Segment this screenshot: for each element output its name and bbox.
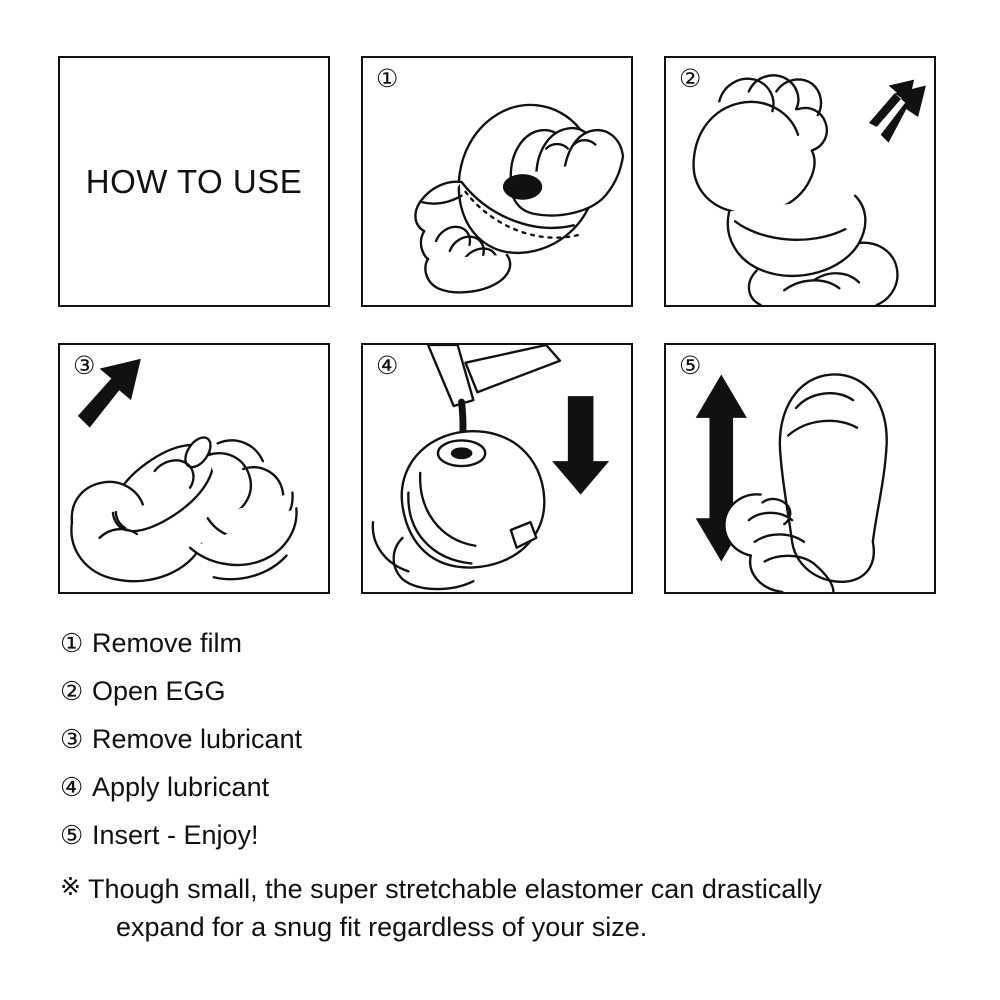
page-title: HOW TO USE bbox=[85, 162, 303, 200]
legend-mark-1: ① bbox=[60, 628, 84, 658]
legend-mark-5: ⑤ bbox=[60, 820, 84, 850]
footnote bbox=[60, 870, 960, 947]
legend-text-1: Remove film bbox=[92, 628, 243, 658]
title-panel bbox=[58, 56, 330, 307]
panel-remove-film bbox=[361, 56, 633, 307]
list-item bbox=[60, 726, 960, 753]
step-number-1: ① bbox=[376, 65, 399, 93]
panel-apply-lubricant bbox=[361, 343, 633, 594]
footnote-line-1: Though small, the super stretchable elastomer can drastically bbox=[88, 874, 822, 904]
step-number-5: ⑤ bbox=[679, 352, 702, 380]
panel-remove-lubricant bbox=[58, 343, 330, 594]
panel-open-egg bbox=[664, 56, 936, 307]
legend-mark-3: ③ bbox=[60, 724, 84, 754]
step-number-4: ④ bbox=[376, 352, 399, 380]
list-item bbox=[60, 822, 960, 849]
panel-insert-enjoy bbox=[664, 343, 936, 594]
illustration-apply-lubricant bbox=[363, 345, 631, 592]
footnote-line-2: expand for a snug fit regardless of your size. bbox=[116, 912, 648, 943]
legend-text-2: Open EGG bbox=[92, 676, 226, 706]
illustration-remove-film bbox=[363, 58, 631, 305]
legend-list bbox=[60, 630, 960, 947]
legend-text-4: Apply lubricant bbox=[92, 772, 270, 802]
illustration-insert-enjoy bbox=[666, 345, 934, 592]
footnote-text bbox=[88, 870, 822, 947]
step-number-3: ③ bbox=[73, 352, 96, 380]
footnote-mark: ※ bbox=[60, 873, 81, 901]
legend-mark-2: ② bbox=[60, 676, 84, 706]
list-item bbox=[60, 678, 960, 705]
list-item bbox=[60, 774, 960, 801]
list-item bbox=[60, 630, 960, 657]
legend-text-5: Insert - Enjoy! bbox=[92, 820, 259, 850]
illustration-open-egg bbox=[666, 58, 934, 305]
illustration-remove-lubricant bbox=[60, 345, 328, 592]
step-number-2: ② bbox=[679, 65, 702, 93]
legend-mark-4: ④ bbox=[60, 772, 84, 802]
panel-grid bbox=[58, 56, 942, 594]
legend-text-3: Remove lubricant bbox=[92, 724, 303, 754]
